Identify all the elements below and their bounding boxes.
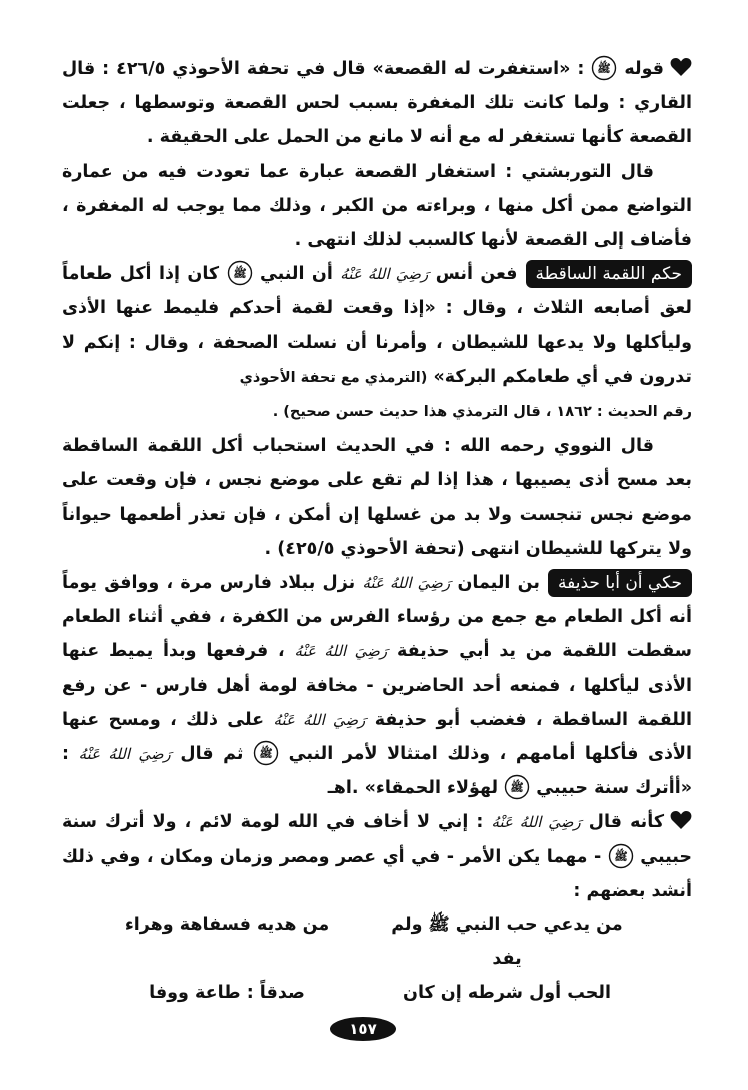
paragraph-4: قال النووي رحمه الله : في الحديث استحباب أكل اللقمة الساقطة بعد مسح أذى يصيبها ، هذا إذا لم تقع على موضع نجس ، فإن وقعت على موضع نجس تنجست ولا بد من غسلها إن أمكن ، فإن تعذر أطعمها حيواناً ولا يتركها للشيطان انتهى (تحفة الأحوذي ٤٢٥/٥) . xyxy=(62,436,692,559)
seal-icon xyxy=(227,260,253,286)
svg-text:ﷺ: ﷺ xyxy=(614,849,628,863)
radiallah-anhu-phrase: رَضِيَ اللهُ عَنْهُ xyxy=(78,745,171,764)
paragraph-2: قال التوربشتي : استغفار القصعة عبارة عما تعودت فيه من عمارة التواضع ممن أكل منها ، وبراءته من الكبر ، وذلك مما يوجب له المغفرة ، فأضاف إلى القصعة لأنها كالسبب لذلك انتهى . xyxy=(62,161,692,251)
svg-text:ﷺ: ﷺ xyxy=(259,747,273,761)
poem xyxy=(62,908,692,1011)
svg-text:ﷺ: ﷺ xyxy=(232,267,247,281)
radiallah-anhu-phrase: رَضِيَ اللهُ عَنْهُ xyxy=(491,813,581,832)
paragraph-1: قوله ﷺ : «استغفرت له القصعة» قال في تحفة الأحوذي ٤٢٦/٥ : قال القاري : ولما كانت تلك المغفرة بسبب لحس القصعة وتوسطها ، جعلت القصعة كأنها تستغفر له مع أنه لا مانع من الحمل على الحقيقة . xyxy=(62,52,692,155)
hadith-reference: رقم الحديث : ١٨٦٢ ، قال الترمذي هذا حديث حسن صحيح) . xyxy=(272,404,692,421)
paragraph-6: كأنه قال رَضِيَ اللهُ عَنْهُ : إني لا أخاف في الله لومة لائم ، ولا أترك سنة حبيبي ﷺ - مهما يكن الأمر - في أي عصر ومصر وزمان ومكان ، وفي ذلك أنشد بعضهم : xyxy=(62,812,693,901)
seal-icon xyxy=(608,843,634,869)
seal-icon xyxy=(253,740,279,766)
poem-line-2-first-hemistich: الحب أول شرطه إن كان xyxy=(403,983,611,1004)
seal-icon xyxy=(591,55,617,81)
svg-text:ﷺ: ﷺ xyxy=(510,781,524,795)
poem-line-1-first-hemistich: من يدعي حب النبي ﷺ ولم يفد xyxy=(391,915,623,970)
paragraph-5: حكي أن أبا حذيفةبن اليمان رَضِيَ اللهُ عَنْهُ نزل ببلاد فارس مرة ، ووافق يوماً أنه أكل الطعام مع جمع من رؤساء الفرس من الكفرة ، ففي أثناء الطعام سقطت اللقمة من يد أبي حذيفة رَضِيَ اللهُ عَنْهُ ، فرفعها وبدأ يميط عنها الأذى ليأكلها ، فمنعه أحد الحاضرين - مخافة لومة أهل فارس - عن رفع اللقمة الساقطة ، فغضب أبو حذيفة رَضِيَ اللهُ عَنْهُ على ذلك ، ومسح عنها الأذى فأكلها أمامهم ، وذلك امتثالا لأمر النبي ﷺ ثم قال رَضِيَ اللهُ عَنْهُ : «أأترك سنة حبيبي ﷺ لهؤلاء الحمقاء» .اهـ xyxy=(62,566,692,805)
paragraph-3: حكم اللقمة الساقطةفعن أنس رَضِيَ اللهُ عَنْهُ أن النبي ﷺ كان إذا أكل طعاماً لعق أصابعه الثلاث ، وقال : «إذا وقعت لقمة أحدكم فليمط عنها الأذى وليأكلها ولا يدعها للشيطان ، وأمرنا أن نسلت الصحفة ، وقال : إنكم لا تدرون في أي طعامكم البركة» (الترمذي مع تحفة الأحوذي xyxy=(62,257,692,395)
poem-line-1-second-hemistich: من هديه فسفاهة وهراء xyxy=(124,915,330,936)
heart-icon xyxy=(670,810,692,830)
radiallah-anhu-phrase: رَضِيَ اللهُ عَنْهُ xyxy=(362,574,451,593)
poem-line-2-second-hemistich: صدقاً : طاعة ووفا xyxy=(149,983,305,1004)
radiallah-anhu-phrase: رَضِيَ اللهُ عَنْهُ xyxy=(294,642,388,661)
radiallah-anhu-phrase: رَضِيَ اللهُ عَنْهُ xyxy=(340,265,429,284)
radiallah-anhu-phrase: رَضِيَ اللهُ عَنْهُ xyxy=(273,710,366,729)
section-heading-abu-hudhayfa: حكي أن أبا حذيفة xyxy=(548,569,692,597)
page-body xyxy=(62,52,692,1011)
seal-icon xyxy=(504,774,530,800)
section-heading-fallen-morsel: حكم اللقمة الساقطة xyxy=(526,260,693,288)
page-number: ١٥٧ xyxy=(330,1017,396,1041)
heart-icon xyxy=(670,57,692,77)
svg-text:ﷺ: ﷺ xyxy=(597,62,612,75)
